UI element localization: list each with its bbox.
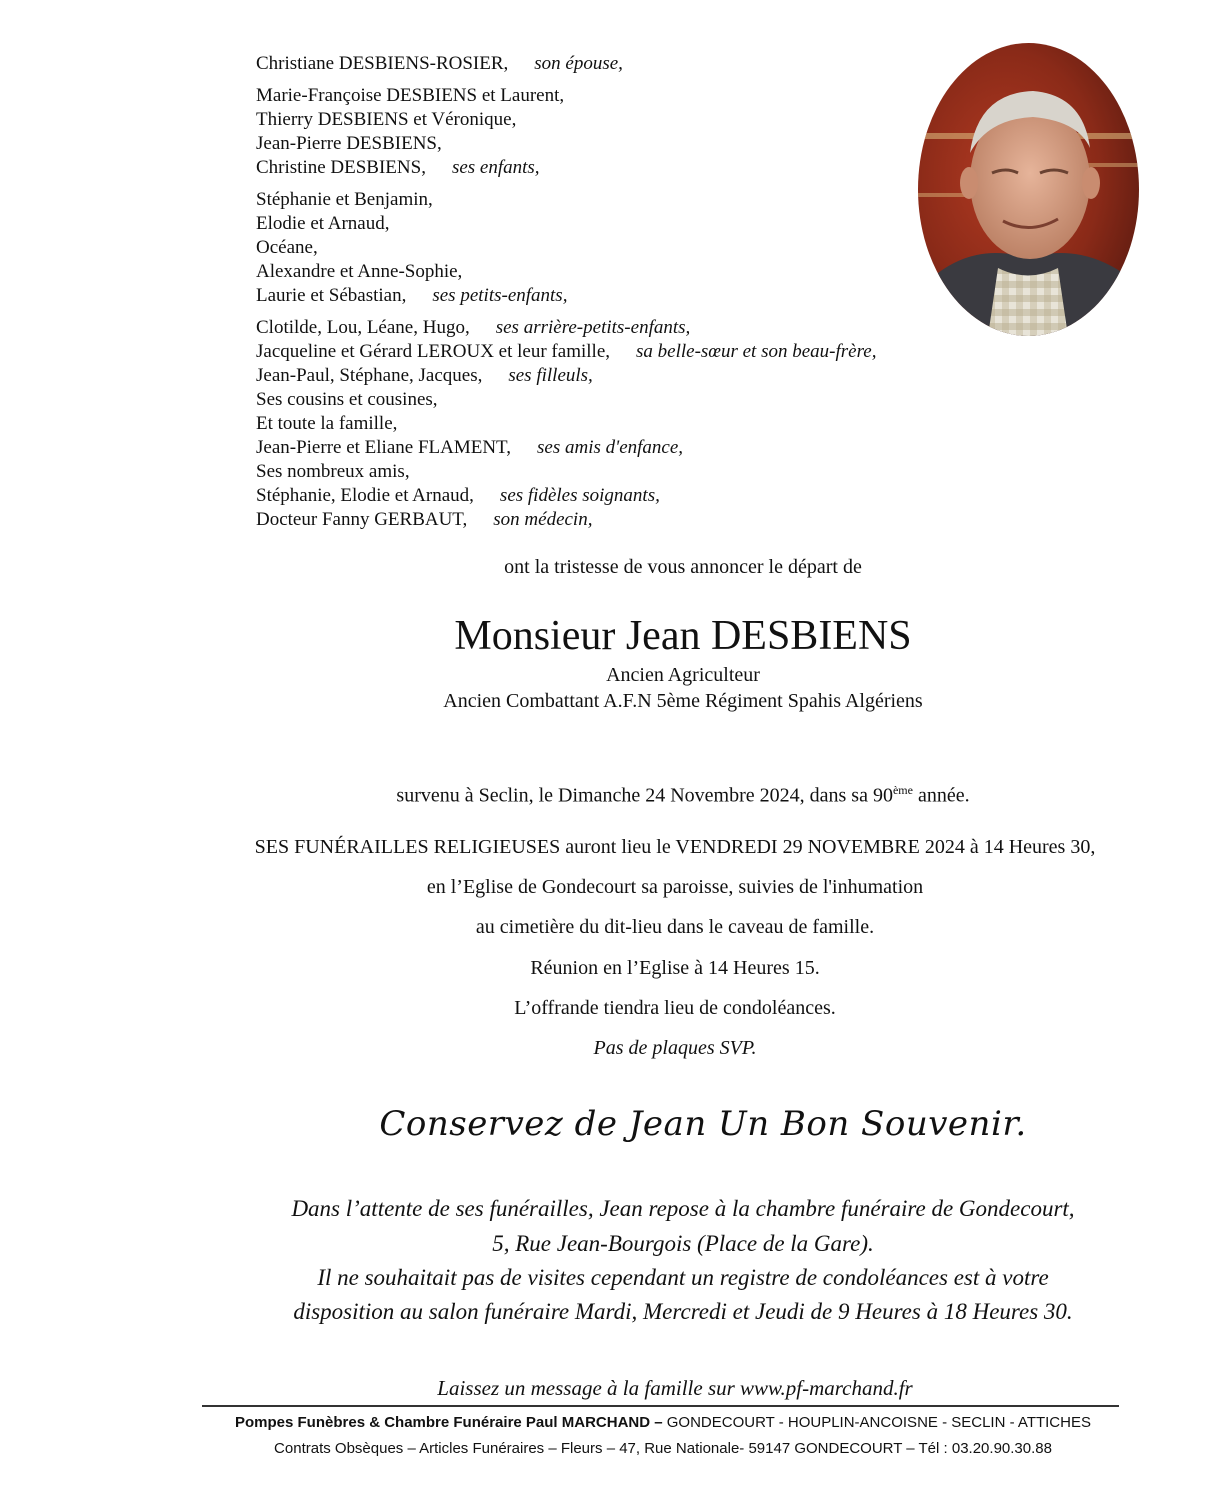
family-member	[256, 52, 956, 76]
family-member-role: ses filleuls,	[508, 365, 593, 386]
family-member	[256, 484, 956, 508]
family-member	[256, 212, 956, 236]
family-member	[256, 188, 956, 212]
family-member	[256, 340, 956, 364]
family-member-name: Docteur Fanny GERBAUT,	[256, 509, 468, 530]
family-member	[256, 84, 956, 108]
family-member-name: Elodie et Arnaud,	[256, 213, 390, 234]
footer-services: Contrats Obsèques – Articles Funéraires – Fleurs – 47, Rue Nationale- 59147 GONDECOURT – Tél : 03.20.90.30.88	[274, 1440, 1052, 1457]
family-member-name: Ses nombreux amis,	[256, 461, 410, 482]
deceased-name: Monsieur Jean DESBIENS	[454, 613, 912, 659]
family-member	[256, 284, 956, 308]
family-member-name: Clotilde, Lou, Léane, Hugo,	[256, 317, 470, 338]
family-member	[256, 236, 956, 260]
family-group	[256, 316, 956, 532]
motto: Conservez de Jean Un Bon Souvenir.	[379, 1104, 1027, 1144]
family-member-name: Ses cousins et cousines,	[256, 389, 438, 410]
family-list	[256, 52, 956, 540]
funeral-line-1: SES FUNÉRAILLES RELIGIEUSES auront lieu le VENDREDI 29 NOVEMBRE 2024 à 14 Heures 30,	[254, 836, 1096, 858]
family-member	[256, 260, 956, 284]
family-member-name: Marie-Françoise DESBIENS et Laurent,	[256, 85, 565, 106]
ordinal-suffix: ème	[892, 783, 913, 797]
portrait-photo	[918, 43, 1139, 336]
family-group	[256, 188, 956, 308]
portrait-image	[918, 43, 1139, 336]
footer-divider	[202, 1405, 1119, 1407]
funeral-line-4: Réunion en l’Eglise à 14 Heures 15.	[530, 957, 820, 979]
family-member-name: Thierry DESBIENS et Véronique,	[256, 109, 517, 130]
footer-company-line	[56, 1414, 1214, 1431]
family-member-name: Alexandre et Anne-Sophie,	[256, 261, 463, 282]
funeral-line-6: Pas de plaques SVP.	[593, 1037, 757, 1059]
family-group	[256, 84, 956, 180]
family-member-name: Océane,	[256, 237, 318, 258]
family-member-role: ses amis d'enfance,	[537, 437, 684, 458]
deceased-title-2: Ancien Combattant A.F.N 5ème Régiment Spahis Algériens	[443, 690, 923, 712]
family-member-role: son épouse,	[534, 53, 623, 74]
family-member	[256, 108, 956, 132]
family-member	[256, 388, 956, 412]
funeral-line-2: en l’Eglise de Gondecourt sa paroisse, suivies de l'inhumation	[426, 876, 924, 898]
death-notice-end: année.	[912, 784, 970, 807]
death-notice-text: survenu à Seclin, le Dimanche 24 Novembre 2024, dans sa 90	[396, 784, 893, 807]
footer-company: Pompes Funèbres & Chambre Funéraire Paul MARCHAND –	[235, 1414, 663, 1431]
family-member-name: Jean-Paul, Stéphane, Jacques,	[256, 365, 483, 386]
family-member	[256, 132, 956, 156]
announcement: ont la tristesse de vous annoncer le départ de	[504, 556, 862, 578]
funeral-line-5: L’offrande tiendra lieu de condoléances.	[514, 997, 836, 1019]
deceased-title-1: Ancien Agriculteur	[606, 664, 760, 686]
wake-line-3: Il ne souhaitait pas de visites cependant un registre de condoléances est à votre	[317, 1265, 1049, 1290]
death-notice	[76, 783, 1214, 808]
family-member-role: ses fidèles soignants,	[499, 485, 660, 506]
funeral-line-3: au cimetière du dit-lieu dans le caveau de famille.	[475, 916, 875, 938]
family-member	[256, 412, 956, 436]
family-member	[256, 460, 956, 484]
family-member-role: ses arrière-petits-enfants,	[495, 317, 691, 338]
family-group	[256, 52, 956, 76]
family-member-name: Jacqueline et Gérard LEROUX et leur famille,	[256, 341, 610, 362]
family-member-name: Stéphanie, Elodie et Arnaud,	[256, 485, 474, 506]
wake-line-2: 5, Rue Jean-Bourgois (Place de la Gare).	[492, 1231, 874, 1256]
family-member-role: ses enfants,	[451, 157, 540, 178]
family-member	[256, 316, 956, 340]
family-member-role: son médecin,	[493, 509, 593, 530]
family-member-role: ses petits-enfants,	[432, 285, 568, 306]
family-member-role: sa belle-sœur et son beau-frère,	[636, 341, 877, 362]
footer-locations: GONDECOURT - HOUPLIN-ANCOISNE - SECLIN - ATTICHES	[662, 1414, 1091, 1431]
family-member-name: Laurie et Sébastian,	[256, 285, 407, 306]
wake-line-4: disposition au salon funéraire Mardi, Mercredi et Jeudi de 9 Heures à 18 Heures 30.	[293, 1299, 1073, 1324]
family-member-name: Et toute la famille,	[256, 413, 398, 434]
family-member	[256, 436, 956, 460]
family-member-name: Christine DESBIENS,	[256, 157, 426, 178]
family-member-name: Stéphanie et Benjamin,	[256, 189, 433, 210]
wake-line-1: Dans l’attente de ses funérailles, Jean repose à la chambre funéraire de Gondecourt,	[291, 1196, 1075, 1221]
website-message: Laissez un message à la famille sur www.pf-marchand.fr	[437, 1376, 913, 1400]
family-member-name: Christiane DESBIENS-ROSIER,	[256, 53, 509, 74]
family-member-name: Jean-Pierre DESBIENS,	[256, 133, 442, 154]
family-member	[256, 156, 956, 180]
family-member-name: Jean-Pierre et Eliane FLAMENT,	[256, 437, 512, 458]
family-member	[256, 364, 956, 388]
family-member	[256, 508, 956, 532]
